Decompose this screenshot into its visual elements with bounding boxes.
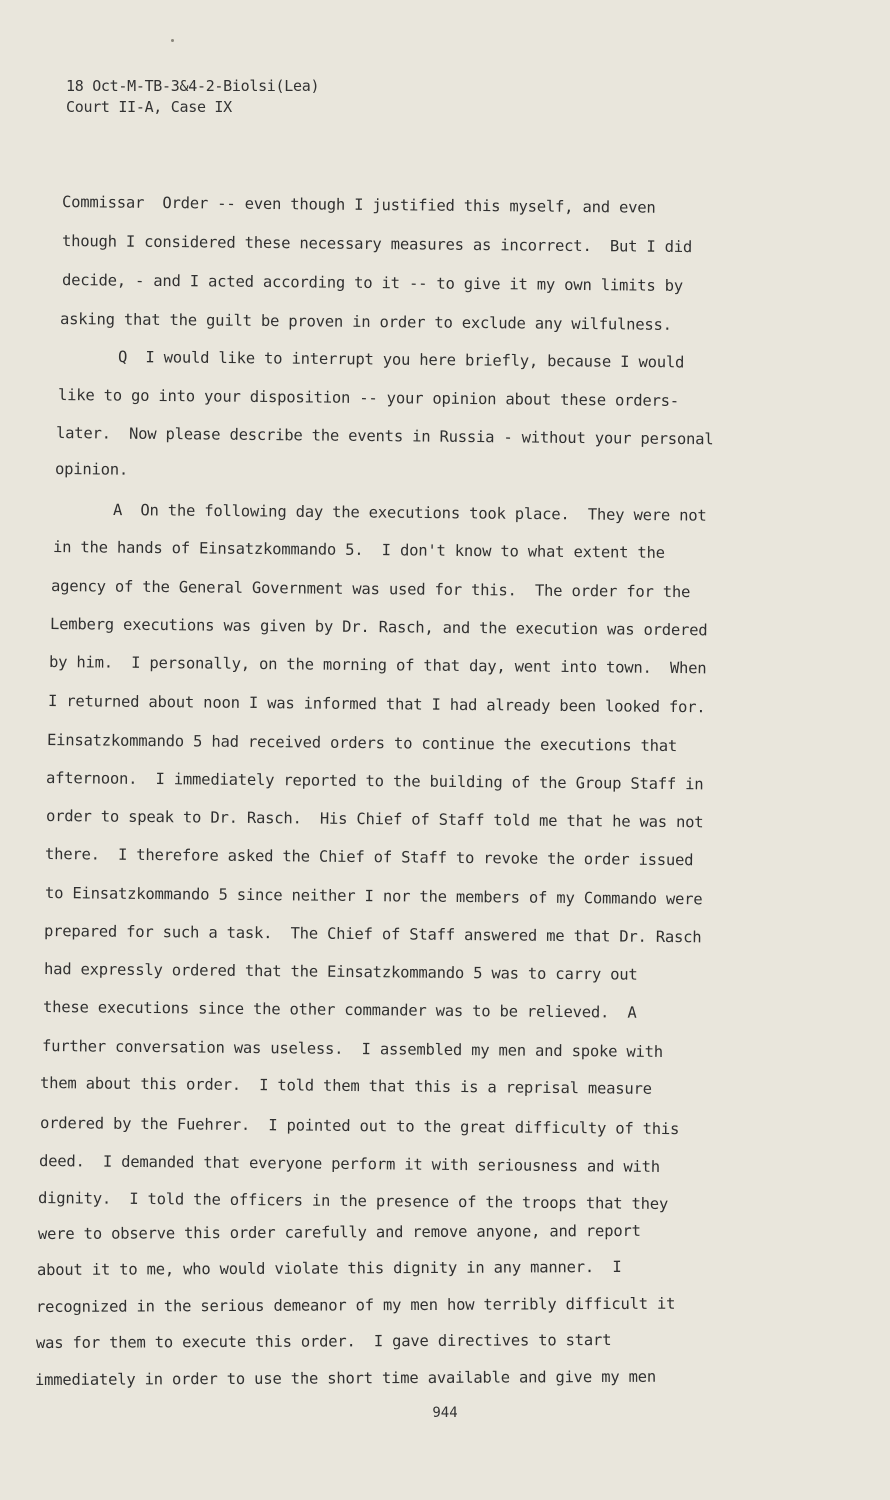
body-line: order to speak to Dr. Rasch. His Chief of Staff told me that he was not xyxy=(45,807,704,832)
body-line: prepared for such a task. The Chief of Staff answered me that Dr. Rasch xyxy=(43,922,702,947)
body-line: agency of the General Government was used for this. The order for the xyxy=(50,577,691,602)
body-line: there. I therefore asked the Chief of Staff to revoke the order issued xyxy=(44,845,694,870)
header-reference: 18 Oct-M-TB-3&4-2-Biolsi(Lea) xyxy=(66,77,320,95)
body-line: though I considered these necessary measures as incorrect. But I did xyxy=(61,232,693,257)
body-line: opinion. xyxy=(54,460,129,479)
body-line: dignity. I told the officers in the presence of the troops that they xyxy=(37,1189,669,1214)
body-line: Q I would like to interrupt you here briefly, because I would xyxy=(117,348,685,372)
body-line: asking that the guilt be proven in order to exclude any wilfulness. xyxy=(59,310,672,334)
page-number: 944 xyxy=(432,1405,458,1421)
body-line: ordered by the Fuehrer. I pointed out to the great difficulty of this xyxy=(39,1114,680,1139)
body-line: recognized in the serious demeanor of my men how terribly difficult it xyxy=(35,1294,676,1316)
body-line: was for them to execute this order. I gave directives to start xyxy=(35,1330,612,1352)
body-line: deed. I demanded that everyone perform it with seriousness and with xyxy=(38,1152,661,1176)
body-line: Lemberg executions was given by Dr. Rasch, and the execution was ordered xyxy=(49,615,708,640)
body-line: these executions since the other commander was to be relieved. A xyxy=(42,998,637,1022)
body-line: were to observe this order carefully and remove anyone, and report xyxy=(37,1221,641,1243)
body-line: Einsatzkommando 5 had received orders to continue the executions that xyxy=(46,731,678,756)
body-line: in the hands of Einsatzkommando 5. I don't know to what extent the xyxy=(52,538,665,562)
body-line: I returned about noon I was informed that I had already been looked for. xyxy=(47,692,706,717)
body-line: A On the following day the executions took place. They were not xyxy=(112,501,707,525)
body-line: decide, - and I acted according to it -- to give it my own limits by xyxy=(61,271,684,295)
body-line: had expressly ordered that the Einsatzkommando 5 was to carry out xyxy=(43,960,638,984)
body-line: later. Now please describe the events in Russia - without your personal xyxy=(55,424,714,449)
header-court-case: Court II-A, Case IX xyxy=(66,98,232,116)
body-line: to Einsatzkommando 5 since neither I nor the members of my Commando were xyxy=(44,884,703,909)
body-line: about it to me, who would violate this dignity in any manner. I xyxy=(36,1257,622,1279)
body-line: Commissar Order -- even though I justified this myself, and even xyxy=(61,193,656,217)
body-line: immediately in order to use the short time available and give my men xyxy=(34,1367,657,1389)
body-line: like to go into your disposition -- your opinion about these orders- xyxy=(57,386,680,410)
body-line: by him. I personally, on the morning of that day, went into town. When xyxy=(48,653,707,678)
body-line: them about this order. I told them that this is a reprisal measure xyxy=(39,1074,652,1098)
body-line: afternoon. I immediately reported to the building of the Group Staff in xyxy=(45,769,704,794)
body-line: further conversation was useless. I assembled my men and spoke with xyxy=(41,1037,664,1061)
